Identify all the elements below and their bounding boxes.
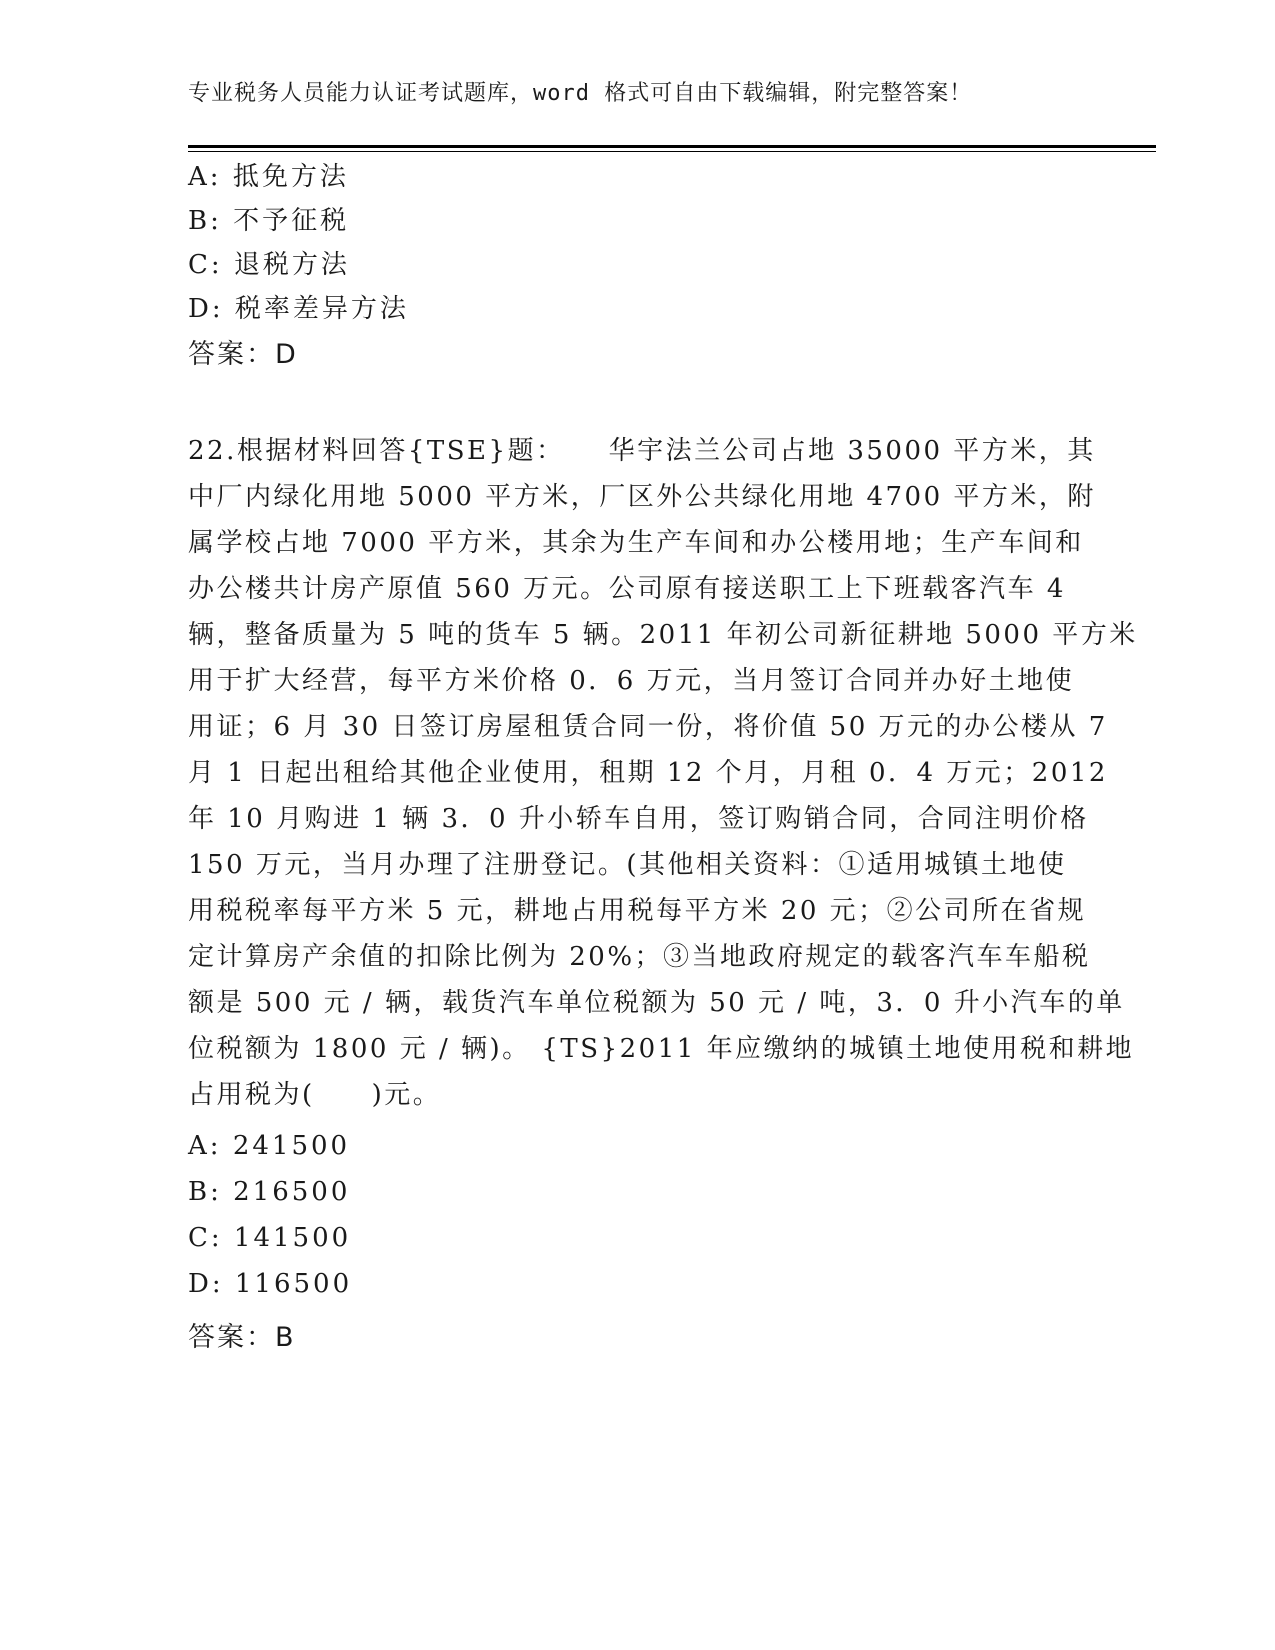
- q22-stem-line: 月 1 日起出租给其他企业使用，租期 12 个月，月租 0．4 万元；2012: [188, 758, 1108, 788]
- q22-stem-line: 属学校占地 7000 平方米，其余为生产车间和办公楼用地；生产车间和: [188, 528, 1084, 558]
- option-text: 216500: [233, 1177, 351, 1207]
- option-label: A:: [188, 162, 222, 192]
- q22-stem-line: 150 万元，当月办理了注册登记。(其他相关资料：①适用城镇土地使: [188, 850, 1067, 880]
- option-label: A:: [188, 1131, 222, 1161]
- q22-option-a: [188, 1131, 350, 1161]
- q22-stem-line: 用于扩大经营，每平方米价格 0．6 万元，当月签订合同并办好土地使: [188, 666, 1075, 696]
- q22-stem-line: 用证；6 月 30 日签订房屋租赁合同一份，将价值 50 万元的办公楼从 7: [188, 712, 1108, 742]
- header-rule-thick: [188, 145, 1156, 148]
- q22-stem-line: 位税额为 1800 元 / 辆)。 {TS}2011 年应缴纳的城镇土地使用税和耕地: [188, 1034, 1135, 1064]
- q22-stem: [188, 428, 1138, 1118]
- option-label: B:: [188, 1177, 222, 1207]
- q22-stem-line: 用税税率每平方米 5 元，耕地占用税每平方米 20 元；②公司所在省规: [188, 896, 1087, 926]
- option-label: B:: [188, 206, 222, 236]
- option-label: C:: [188, 250, 223, 280]
- option-text: 不予征税: [233, 206, 350, 236]
- q21-option-c: [188, 244, 350, 281]
- q22-answer: 答案：B: [188, 1322, 296, 1353]
- option-text: 141500: [233, 1223, 352, 1253]
- q22-stem-line: 占用税为( )元。: [188, 1080, 442, 1110]
- q22-option-c: [188, 1223, 351, 1253]
- option-text: 抵免方法: [232, 162, 349, 192]
- option-text: 税率差异方法: [234, 294, 409, 324]
- q22-stem-line: 额是 500 元 / 辆，载货汽车单位税额为 50 元 / 吨，3．0 升小汽车的单: [188, 988, 1125, 1018]
- q21-answer: 答案：D: [188, 339, 298, 370]
- q22-stem-line: 年 10 月购进 1 辆 3．0 升小轿车自用，签订购销合同，合同注明价格: [188, 804, 1089, 834]
- option-text: 116500: [234, 1269, 353, 1299]
- q21-option-a: [188, 156, 349, 193]
- q21-option-b: [188, 200, 349, 237]
- option-label: D:: [188, 294, 224, 324]
- q21-option-d: [188, 288, 409, 325]
- q22-stem-line: 辆，整备质量为 5 吨的货车 5 辆。2011 年初公司新征耕地 5000 平方米: [188, 620, 1138, 650]
- q22-option-b: [188, 1177, 350, 1207]
- option-label: D:: [188, 1269, 224, 1299]
- option-text: 退税方法: [233, 250, 350, 280]
- option-text: 241500: [232, 1131, 351, 1161]
- q22-stem-line: 22.根据材料回答{TSE}题： 华宇法兰公司占地 35000 平方米，其: [188, 436, 1096, 466]
- option-label: C:: [188, 1223, 223, 1253]
- q22-option-d: [188, 1269, 352, 1299]
- header-rule-thin: [188, 151, 1156, 152]
- q22-stem-line: 定计算房产余值的扣除比例为 20%；③当地政府规定的载客汽车车船税: [188, 942, 1091, 972]
- page-header: 专业税务人员能力认证考试题库，word 格式可自由下载编辑，附完整答案！: [188, 81, 973, 106]
- q22-stem-line: 办公楼共计房产原值 560 万元。公司原有接送职工上下班载客汽车 4: [188, 574, 1066, 604]
- q22-stem-line: 中厂内绿化用地 5000 平方米，厂区外公共绿化用地 4700 平方米，附: [188, 482, 1096, 512]
